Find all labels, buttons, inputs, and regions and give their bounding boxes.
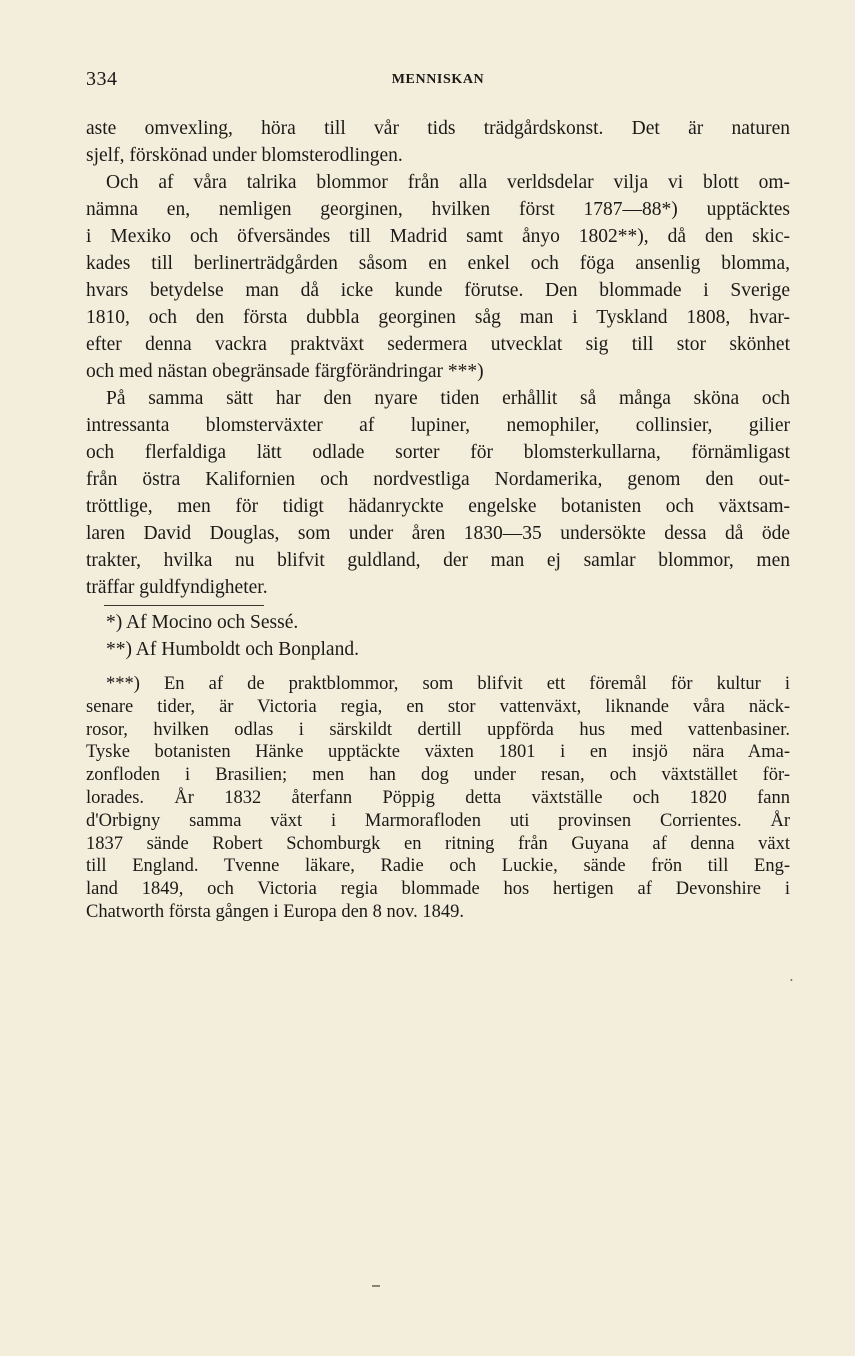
- footnote-3-line: ***) En af de praktblommor, som blifvit ett föremål för kultur i: [106, 674, 790, 694]
- footnote-3-line: till England. Tvenne läkare, Radie och Luckie, sände frön till Eng-: [86, 856, 790, 877]
- text-line: träffar guldfyndigheter.: [86, 577, 268, 598]
- text-line: laren David Douglas, som under åren 1830—35 undersökte dessa då öde: [86, 523, 790, 544]
- footnote-3-line: Tyske botanisten Hänke upptäckte växten 1801 i en insjö nära Ama-: [86, 742, 790, 763]
- text-line: trakter, hvilka nu blifvit guldland, der man ej samlar blommor, men: [86, 550, 790, 571]
- footnote-3-line: d'Orbigny samma växt i Marmorafloden uti provinsen Corrientes. År: [86, 810, 790, 831]
- text-line: i Mexiko och öfversändes till Madrid samt ånyo 1802**), då den skic-: [86, 226, 790, 247]
- footnote-3-line: senare tider, är Victoria regia, en stor vattenväxt, liknande våra näck-: [86, 696, 790, 717]
- footnote-gap: [86, 663, 790, 673]
- footnote-3-line: rosor, hvilken odlas i särskildt dertill uppförda hus med vattenbasiner.: [86, 719, 790, 740]
- text-line: och flerfaldiga lätt odlade sorter för blomsterkullarna, förnämligast: [86, 442, 790, 463]
- footnote-3-line: Chatworth första gången i Europa den 8 nov. 1849.: [86, 901, 464, 922]
- footnote-3-line: 1837 sände Robert Schomburgk en ritning från Guyana af denna växt: [86, 833, 790, 854]
- text-line: intressanta blomsterväxter af lupiner, nemophiler, collinsier, gilier: [86, 415, 790, 436]
- text-line: tröttlige, men för tidigt hädanryckte engelske botanisten och växtsam-: [86, 496, 790, 517]
- footnote-3-line: land 1849, och Victoria regia blommade hos hertigen af Devonshire i: [86, 879, 790, 900]
- footnote-rule: [104, 605, 264, 606]
- footnote-1: *) Af Mocino och Sessé.: [106, 612, 299, 633]
- text-line: kades till berlinerträdgården såsom en enkel och föga ansenlig blomma,: [86, 253, 790, 274]
- footnote-3-line: zonfloden i Brasilien; men han dog under resan, och växtstället för-: [86, 765, 790, 786]
- page-header: [86, 68, 790, 94]
- footnote-2: **) Af Humboldt och Bonpland.: [106, 639, 359, 660]
- running-head: MENNISKAN: [391, 72, 485, 87]
- text-line: från östra Kalifornien och nordvestliga Nordamerika, genom den out-: [86, 469, 790, 490]
- text-line: hvars betydelse man då icke kunde förutse. Den blommade i Sverige: [86, 280, 790, 301]
- text-line: På samma sätt har den nyare tiden erhållit så många sköna och: [106, 388, 790, 409]
- footnote-3-line: lorades. År 1832 återfann Pöppig detta växtställe och 1820 fann: [86, 787, 790, 808]
- text-line: 1810, och den första dubbla georginen såg man i Tyskland 1808, hvar-: [86, 307, 790, 328]
- text-line: efter denna vackra praktväxt sedermera utvecklat sig till stor skönhet: [86, 334, 790, 355]
- text-line: Och af våra talrika blommor från alla verldsdelar vilja vi blott om-: [106, 172, 790, 193]
- text-line: och med nästan obegränsade färgförändringar ***): [86, 361, 484, 382]
- page-number: 334: [86, 68, 118, 90]
- print-speck: [372, 1285, 380, 1287]
- text-line: nämna en, nemligen georginen, hvilken först 1787—88*) upptäcktes: [86, 199, 790, 220]
- footnotes: [86, 609, 790, 924]
- text-line: sjelf, förskönad under blomsterodlingen.: [86, 145, 403, 166]
- print-speck: •: [790, 976, 793, 985]
- body-text: [86, 115, 790, 601]
- text-line: aste omvexling, höra till vår tids trädgårdskonst. Det är naturen: [86, 118, 790, 139]
